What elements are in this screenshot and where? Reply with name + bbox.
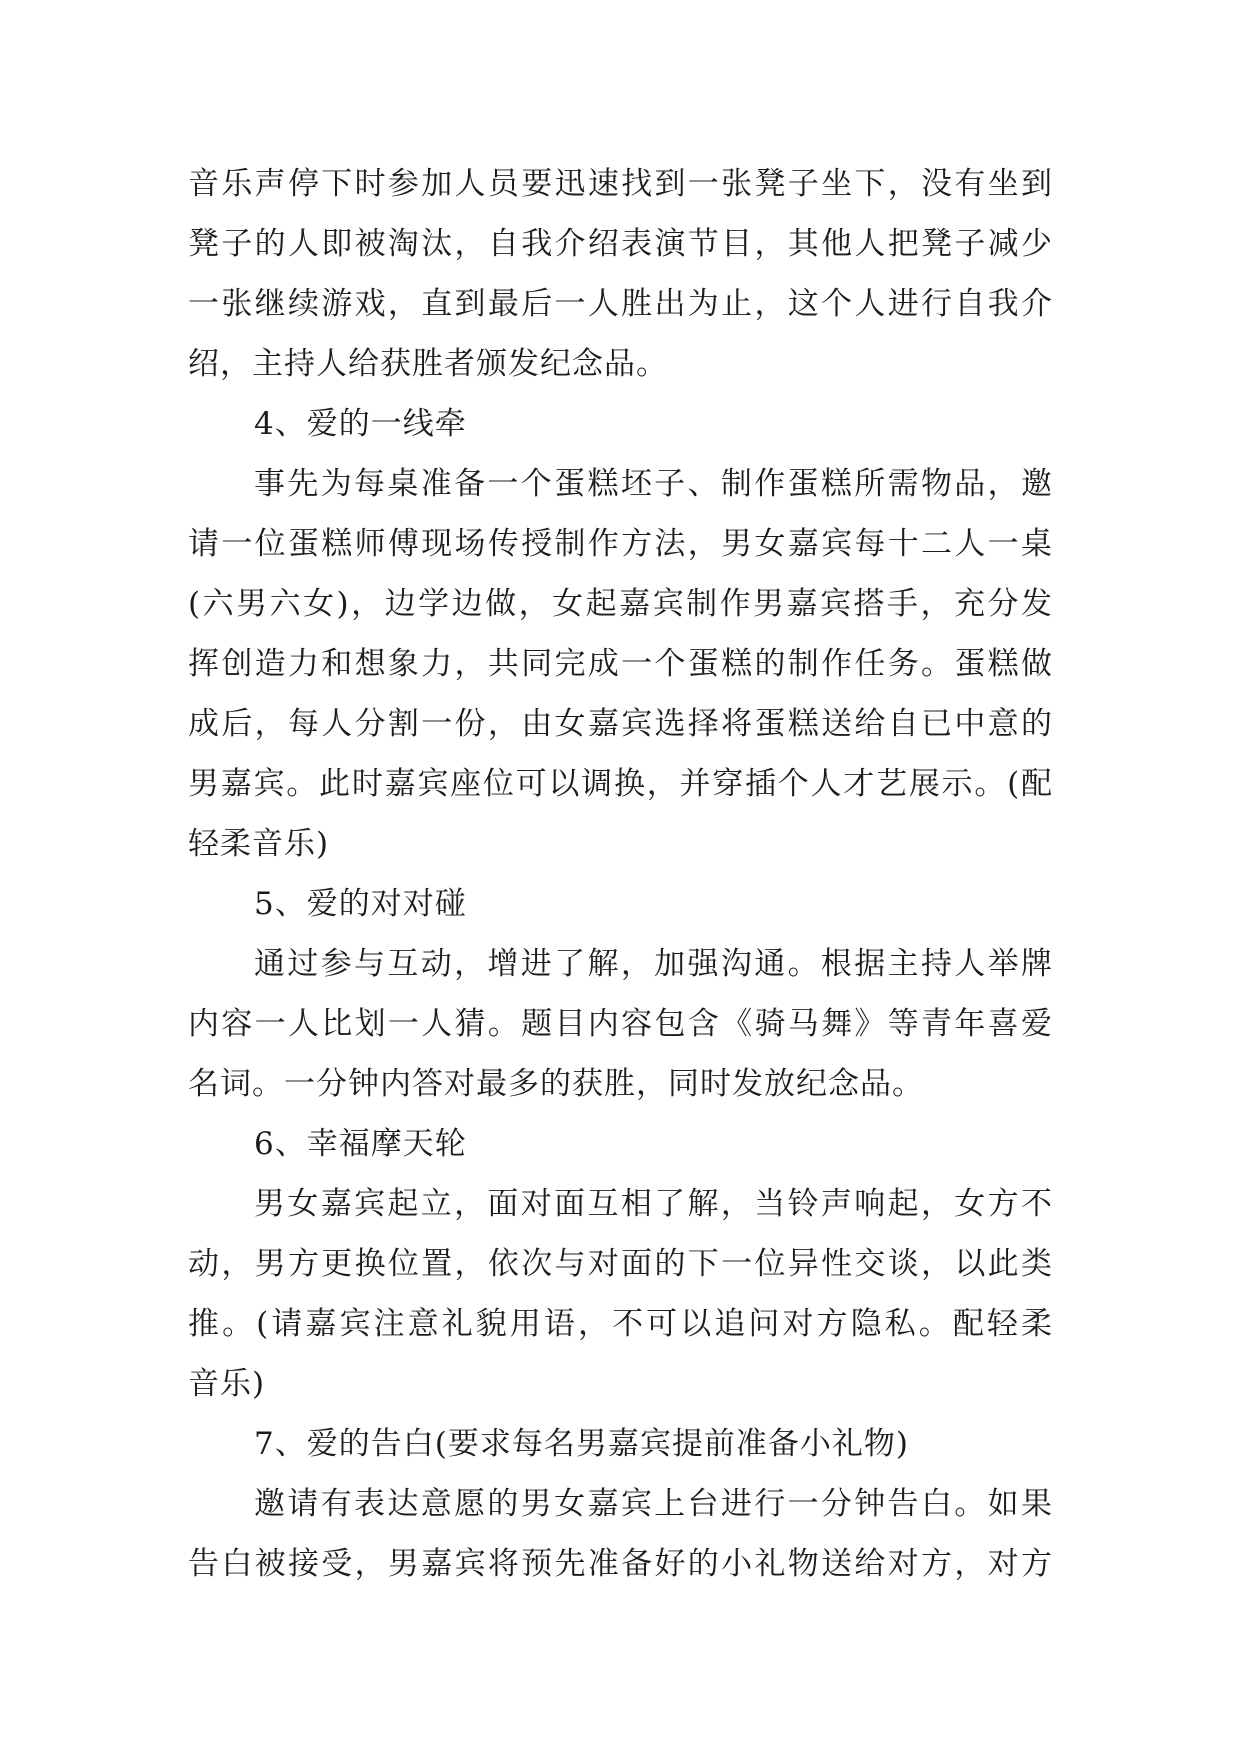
body-text-line: 动，男方更换位置，依次与对面的下一位异性交谈，以此类 (188, 1246, 1053, 1282)
body-text-line: 凳子的人即被淘汰，自我介绍表演节目，其他人把凳子减少 (188, 226, 1053, 262)
body-text-line: 男嘉宾。此时嘉宾座位可以调换，并穿插个人才艺展示。(配 (188, 766, 1053, 802)
section-heading: 6、幸福摩天轮 (254, 1126, 467, 1162)
body-text-line: 挥创造力和想象力，共同完成一个蛋糕的制作任务。蛋糕做 (188, 646, 1053, 682)
document-body (188, 154, 1053, 1594)
body-text-line: 邀请有表达意愿的男女嘉宾上台进行一分钟告白。如果 (254, 1486, 1053, 1522)
body-text-line: 男女嘉宾起立，面对面互相了解，当铃声响起，女方不 (254, 1186, 1053, 1222)
body-text-line: 推。(请嘉宾注意礼貌用语，不可以追问对方隐私。配轻柔 (188, 1306, 1053, 1342)
body-text-line: 名词。一分钟内答对最多的获胜，同时发放纪念品。 (188, 1066, 924, 1102)
section-heading: 4、爱的一线牵 (254, 406, 467, 442)
body-text-line: 轻柔音乐) (188, 826, 330, 862)
body-text-line: 音乐声停下时参加人员要迅速找到一张凳子坐下，没有坐到 (188, 166, 1053, 202)
section-heading: 5、爱的对对碰 (254, 886, 467, 922)
body-text-line: 内容一人比划一人猜。题目内容包含《骑马舞》等青年喜爱 (188, 1006, 1053, 1042)
body-text-line: 请一位蛋糕师傅现场传授制作方法，男女嘉宾每十二人一桌 (188, 526, 1053, 562)
body-text-line: (六男六女)，边学边做，女起嘉宾制作男嘉宾搭手，充分发 (188, 586, 1053, 622)
body-text-line: 音乐) (188, 1366, 266, 1402)
section-heading: 7、爱的告白(要求每名男嘉宾提前准备小礼物) (254, 1426, 909, 1462)
body-text-line: 告白被接受，男嘉宾将预先准备好的小礼物送给对方，对方 (188, 1546, 1053, 1582)
body-text-line: 事先为每桌准备一个蛋糕坯子、制作蛋糕所需物品，邀 (254, 466, 1053, 502)
body-text-line: 绍，主持人给获胜者颁发纪念品。 (188, 346, 668, 382)
body-text-line: 一张继续游戏，直到最后一人胜出为止，这个人进行自我介 (188, 286, 1053, 322)
body-text-line: 成后，每人分割一份，由女嘉宾选择将蛋糕送给自已中意的 (188, 706, 1053, 742)
body-text-line: 通过参与互动，增进了解，加强沟通。根据主持人举牌 (254, 946, 1053, 982)
